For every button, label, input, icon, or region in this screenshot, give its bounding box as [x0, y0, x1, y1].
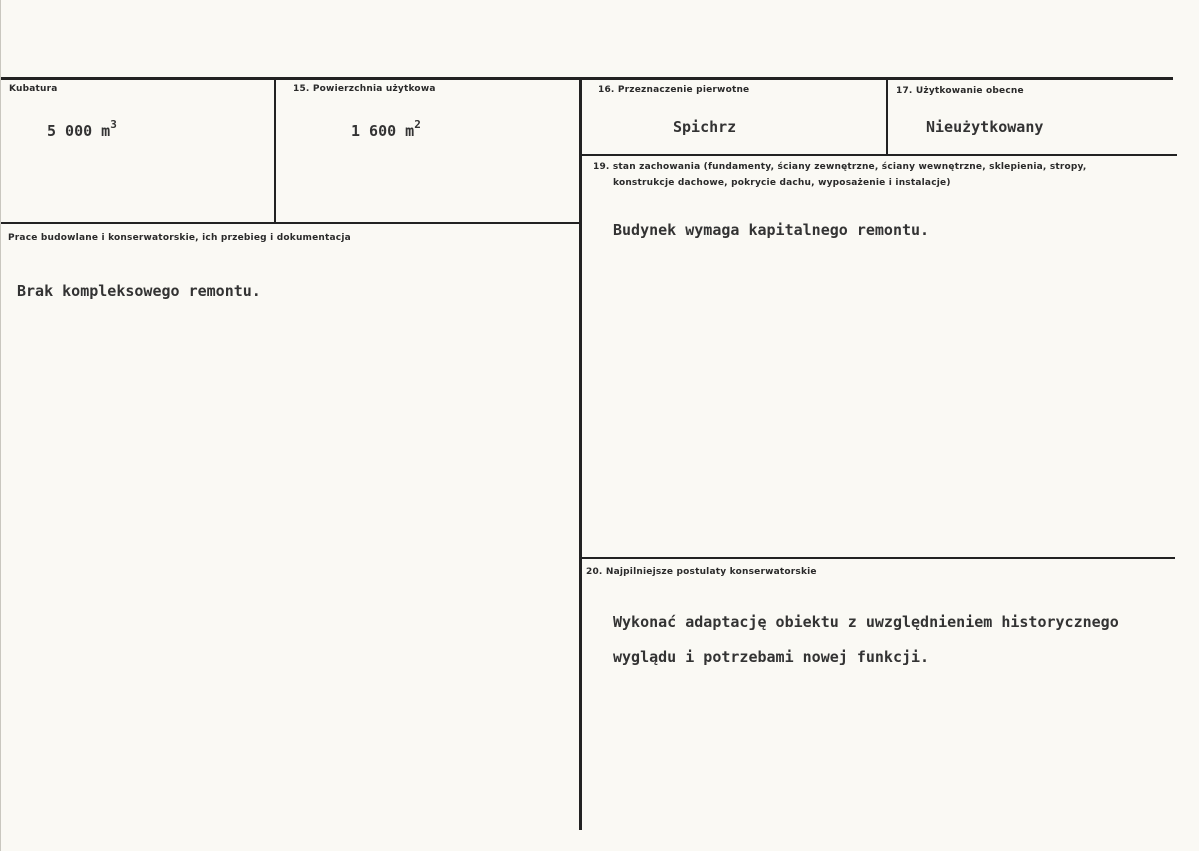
kubatura-exponent: 3: [110, 118, 117, 131]
divider-col1: [274, 78, 276, 224]
stan-label-line1: 19. stan zachowania (fundamenty, ściany zewnętrzne, ściany wewnętrzne, sklepienia, stropy,: [593, 162, 1087, 172]
powierzchnia-number: 1 600 m: [351, 122, 415, 140]
powierzchnia-exponent: 2: [414, 118, 421, 131]
uzytkowanie-label: 17. Użytkowanie obecne: [896, 86, 1024, 96]
postulaty-value-line2: wyglądu i potrzebami nowej funkcji.: [613, 648, 930, 666]
powierzchnia-value: [351, 118, 421, 140]
powierzchnia-label: 15. Powierzchnia użytkowa: [293, 84, 436, 94]
stan-value: Budynek wymaga kapitalnego remontu.: [613, 221, 930, 239]
prace-label: Prace budowlane i konserwatorskie, ich przebieg i dokumentacja: [8, 233, 351, 243]
uzytkowanie-value: Nieużytkowany: [926, 118, 1044, 136]
rule-under-use: [581, 154, 1177, 156]
przeznaczenie-label: 16. Przeznaczenie pierwotne: [598, 85, 750, 95]
prace-value: Brak kompleksowego remontu.: [17, 282, 261, 300]
postulaty-label: 20. Najpilniejsze postulaty konserwatorskie: [586, 567, 817, 577]
kubatura-label: Kubatura: [9, 84, 58, 94]
postulaty-value-line1: Wykonać adaptację obiektu z uwzględnieniem historycznego: [613, 613, 1119, 631]
divider-main: [579, 78, 582, 830]
top-rule: [1, 77, 1173, 80]
przeznaczenie-value: Spichrz: [673, 118, 737, 136]
kubatura-number: 5 000 m: [47, 122, 111, 140]
rule-right-lower: [581, 557, 1175, 559]
kubatura-value: [47, 118, 117, 140]
divider-col3: [886, 78, 888, 156]
rule-left-mid: [1, 222, 581, 224]
stan-label-line2: konstrukcje dachowe, pokrycie dachu, wyposażenie i instalacje): [613, 178, 951, 188]
